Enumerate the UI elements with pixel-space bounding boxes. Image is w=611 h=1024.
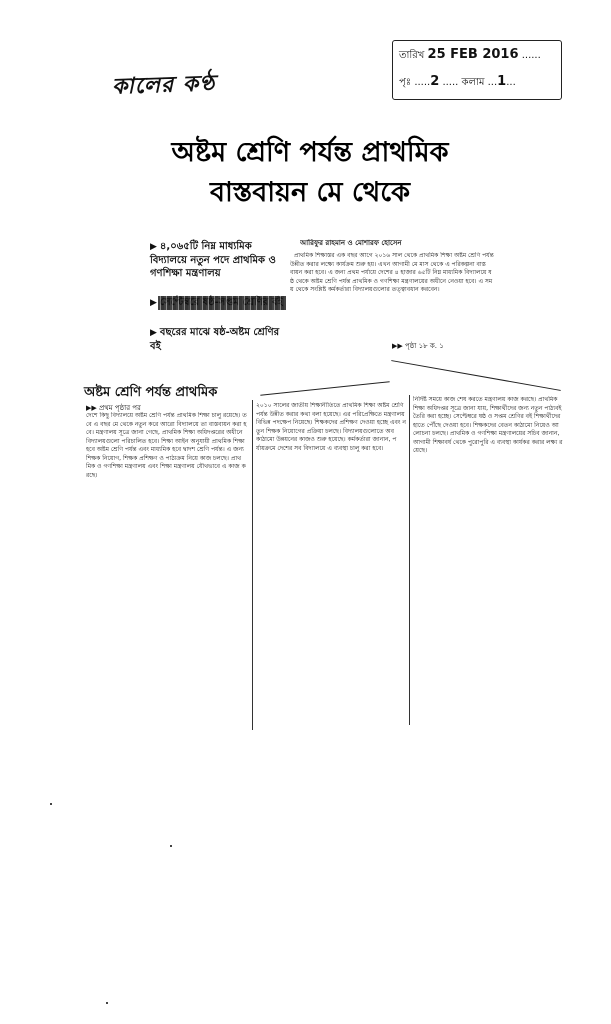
triangle-bullet-icon: ▶: [150, 242, 157, 252]
column-rule: [409, 395, 410, 725]
date-stamp: তারিখ 25 FEB 2016 ...... পৃঃ .....2 ..... কলাম ...1...: [392, 40, 562, 100]
triangle-bullet-icon: ▶: [150, 328, 157, 338]
continued-from: ▶▶ প্রথম পৃষ্ঠার পর: [86, 404, 141, 412]
body-column-1: দেশে কিছু বিদ্যালয়ে অষ্টম শ্রেণি পর্যন্ত প্রাথমিক শিক্ষা চালু রয়েছে। তবে এ বছর মে থেকে নতুন করে আরো বিদ্যালয়ে তা বাস্তবায়ন করা হবে। মন্ত্রণালয় সূত্রে জানা গেছে, প্রাথমিক শিক্ষা অধিদপ্তরের অধীনে বিদ্যালয়গুলো পরিচালিত হবে। শিক্ষা আইন অনুযায়ী প্রাথমিক শিক্ষা হবে অষ্টম শ্রেণি পর্যন্ত এবং মাধ্যমিক হবে দ্বাদশ শ্রেণি পর্যন্ত। এ জন্য শিক্ষক নিয়োগ, শিক্ষক প্রশিক্ষণ ও পাঠ্যক্রম নিয়ে কাজ চলছে। প্রাথমিক ও গণশিক্ষা মন্ত্রণালয় এবং শিক্ষা মন্ত্রণালয় যৌথভাবে এ কাজ করছে।: [86, 412, 247, 479]
jump-line-text: পৃষ্ঠা ১৮ ক. ১: [405, 342, 444, 350]
scan-speck: [170, 845, 172, 847]
stamp-page-label: পৃঃ: [399, 77, 412, 88]
continued-from-text: প্রথম পৃষ্ঠার পর: [99, 404, 141, 412]
divider-line: [260, 381, 389, 396]
jump-line: ▶▶ পৃষ্ঠা ১৮ ক. ১: [392, 342, 444, 350]
stamp-date-value: 25 FEB 2016: [427, 47, 519, 62]
body-column-3: নির্দিষ্ট সময়ে কাজ শেষ করতে মন্ত্রণালয় কাজ করছে। প্রাথমিক শিক্ষা অধিদপ্তর সূত্রে জানা যায়, শিক্ষার্থীদের জন্য নতুন পাঠ্যবই তৈরি করা হচ্ছে। সেপ্টেম্বরে ষষ্ঠ ও সপ্তম শ্রেণির বই শিক্ষার্থীদের হাতে পৌঁছে দেওয়া হবে। শিক্ষকদের বেতন কাঠামো নিয়েও আলোচনা চলছে। প্রাথমিক ও গণশিক্ষা মন্ত্রণালয়ের সচিব জানান, আগামী শিক্ষাবর্ষ থেকে পুরোপুরি এ ব্যবস্থা কার্যকর করার লক্ষ্য রয়েছে।: [413, 396, 563, 454]
headline-line-1: অষ্টম শ্রেণি পর্যন্ত প্রাথমিক: [171, 137, 449, 168]
ink-smudge: [158, 296, 286, 310]
bullet-text: বছরের মাঝে ষষ্ঠ-অষ্টম শ্রেণির বই: [150, 327, 280, 352]
stamp-page-value: 2: [430, 74, 440, 89]
scan-speck: [106, 1002, 108, 1004]
stamp-date-label: তারিখ: [399, 50, 425, 61]
newspaper-masthead: কালের কণ্ঠ: [111, 70, 216, 100]
bullet-item: [150, 240, 290, 280]
stamp-column-label: কলাম: [461, 77, 485, 88]
stamp-column-value: 1: [497, 74, 507, 89]
body-column-2: ২০১০ সালের জাতীয় শিক্ষানীতিতে প্রাথমিক শিক্ষা অষ্টম শ্রেণি পর্যন্ত উন্নীত করার কথা বলা হয়েছে। এর পরিপ্রেক্ষিতে মন্ত্রণালয় বিভিন্ন পদক্ষেপ নিয়েছে। শিক্ষকদের প্রশিক্ষণ দেওয়া হচ্ছে এবং নতুন শিক্ষক নিয়োগের প্রক্রিয়া চলছে। বিদ্যালয়গুলোতে অবকাঠামো উন্নয়নের কাজও শুরু হয়েছে। কর্মকর্তারা জানান, পর্যায়ক্রমে দেশের সব বিদ্যালয়ে এ ব্যবস্থা চালু করা হবে।: [256, 402, 406, 452]
column-rule: [252, 400, 253, 730]
lead-text: প্রাথমিক শিক্ষাস্তর এক বছর আগে ২০১৬ সাল থেকে প্রাথমিক শিক্ষা অষ্টম শ্রেণি পর্যন্ত উন্নীত করার লক্ষ্যে কার্যক্রম শুরু হয়। এখন আগামী মে মাস থেকে এ পরিকল্পনা বাস্তবায়ন করা হবে। এ জন্য প্রথম পর্যায়ে দেশের ৪ হাজার ৬৫টি নিম্ন মাধ্যমিক বিদ্যালয়ে ষষ্ঠ থেকে অষ্টম শ্রেণি পর্যন্ত প্রাথমিক ও গণশিক্ষা মন্ত্রণালয়ের অধীনে নেওয়া হবে। এ সময় থেকে সংশ্লিষ্ট কর্মকর্তারা বিদ্যালয়গুলোর তত্ত্বাবধান করবেন।: [290, 252, 494, 293]
continuation-subhead: অষ্টম শ্রেণি পর্যন্ত প্রাথমিক: [84, 385, 218, 400]
divider-line: [391, 360, 561, 391]
headline-line-2: বাস্তবায়ন মে থেকে: [209, 177, 411, 208]
bullet-text: ৪,০৬৫টি নিম্ন মাধ্যমিক বিদ্যালয়ে নতুন পদে প্রাথমিক ও গণশিক্ষা মন্ত্রণালয়: [150, 241, 276, 279]
byline: আরিফুর রাহমান ও মোশারফ হোসেন: [300, 239, 402, 247]
bullet-item: [150, 326, 290, 353]
scan-speck: [50, 803, 52, 805]
triangle-bullet-icon: ▶: [150, 298, 157, 308]
